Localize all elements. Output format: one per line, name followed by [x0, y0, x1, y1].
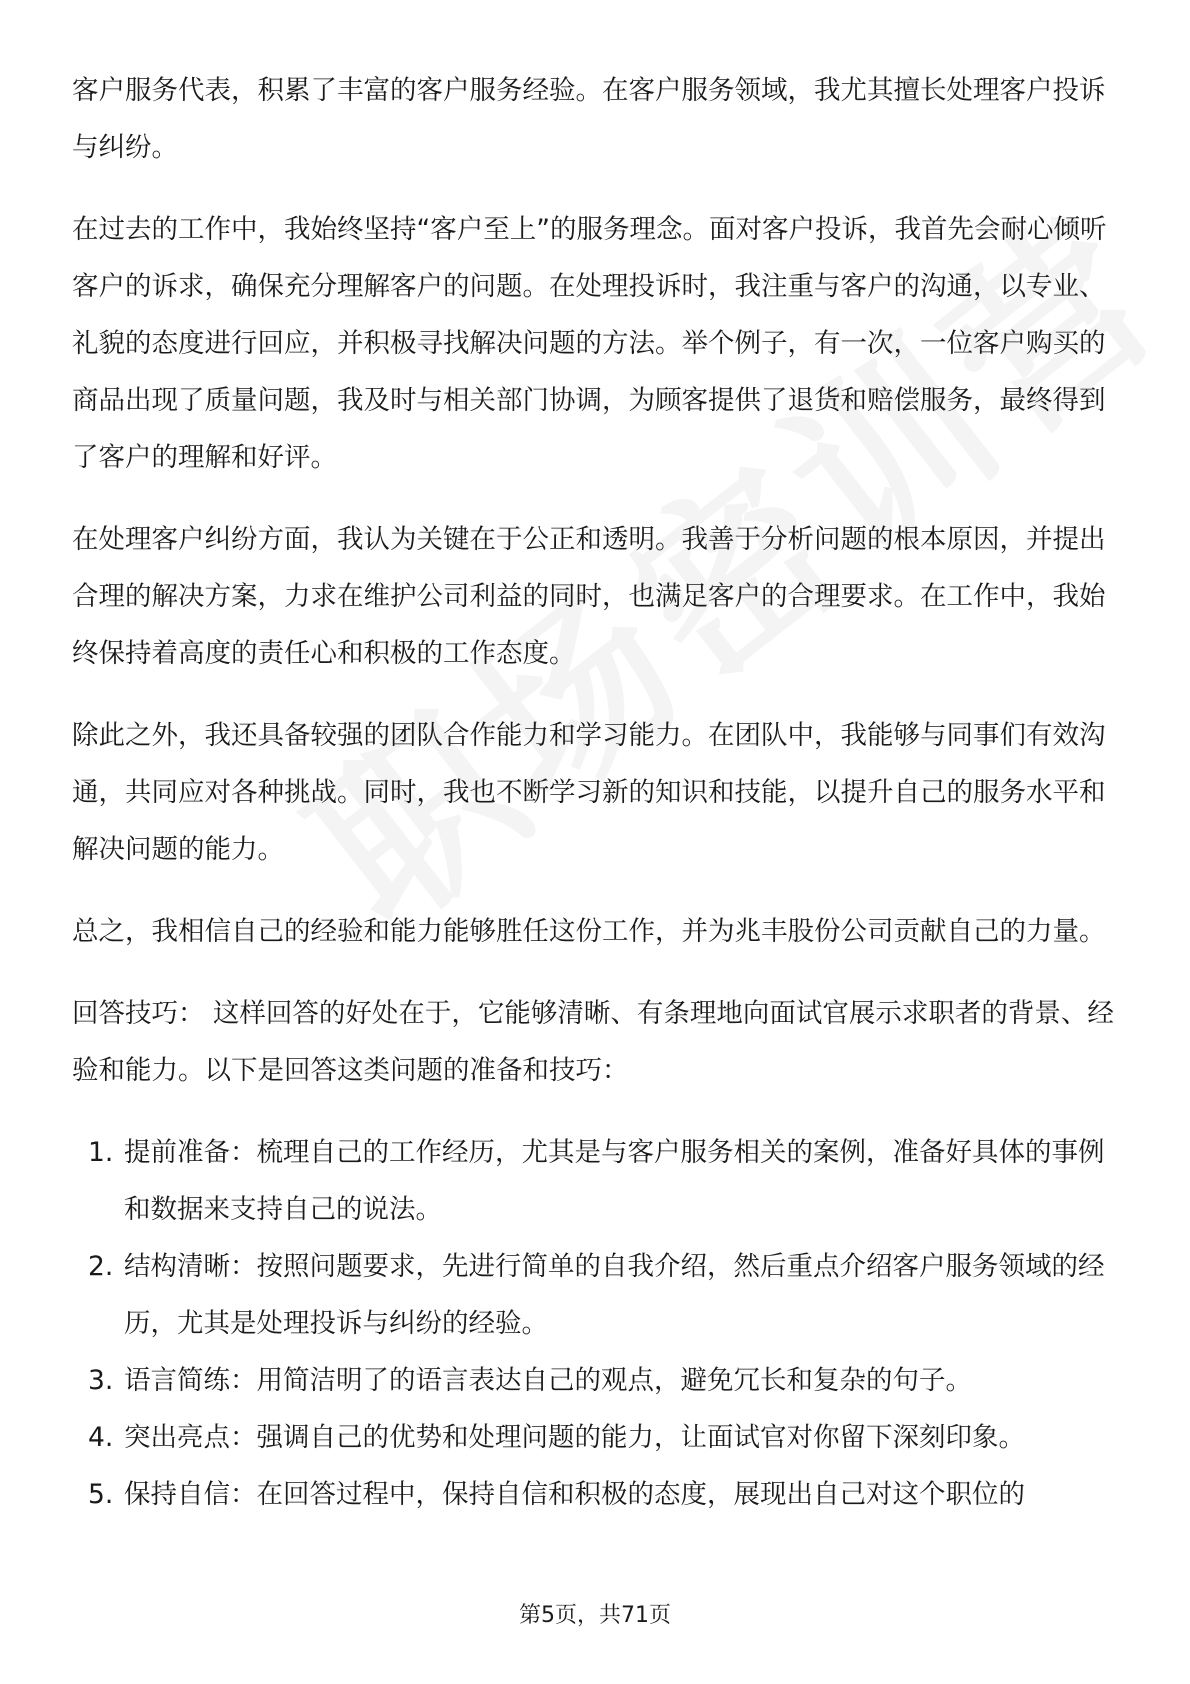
list-text: 提前准备：梳理自己的工作经历，尤其是与客户服务相关的案例，准备好具体的事例和数据来支持自己的说法。	[124, 1137, 1105, 1225]
paragraph-disputes: 在处理客户纠纷方面，我认为关键在于公正和透明。我善于分析问题的根本原因，并提出合理的解决方案，力求在维护公司利益的同时，也满足客户的合理要求。在工作中，我始终保持着高度的责任心和积极的工作态度。	[72, 524, 1106, 669]
list-number: 5.	[88, 1479, 114, 1510]
list-number: 2.	[88, 1251, 114, 1282]
list-item	[72, 1352, 1124, 1409]
list-text: 突出亮点：强调自己的优势和处理问题的能力，让面试官对你留下深刻印象。	[124, 1422, 1025, 1453]
list-number: 1.	[88, 1137, 114, 1168]
list-text: 保持自信：在回答过程中，保持自信和积极的态度，展现出自己对这个职位的	[124, 1479, 1025, 1510]
paragraph-intro: 客户服务代表，积累了丰富的客户服务经验。在客户服务领域，我尤其擅长处理客户投诉与纠纷。	[72, 75, 1106, 163]
paragraph-answer-tips: 回答技巧： 这样回答的好处在于，它能够清晰、有条理地向面试官展示求职者的背景、经验和能力。以下是回答这类问题的准备和技巧：	[72, 998, 1114, 1086]
page-footer: 第5页，共71页	[519, 1603, 671, 1628]
paragraph-complaints: 在过去的工作中，我始终坚持“客户至上”的服务理念。面对客户投诉，我首先会耐心倾听客户的诉求，确保充分理解客户的问题。在处理投诉时，我注重与客户的沟通，以专业、礼貌的态度进行回应，并积极寻找解决问题的方法。举个例子，有一次，一位客户购买的商品出现了质量问题，我及时与相关部门协调，为顾客提供了退货和赔偿服务，最终得到了客户的理解和好评。	[72, 214, 1107, 473]
tips-list	[72, 1124, 1124, 1523]
list-number: 3.	[88, 1365, 114, 1396]
list-number: 4.	[88, 1422, 114, 1453]
list-item	[72, 1409, 1124, 1466]
paragraph-teamwork: 除此之外，我还具备较强的团队合作能力和学习能力。在团队中，我能够与同事们有效沟通，共同应对各种挑战。同时，我也不断学习新的知识和技能，以提升自己的服务水平和解决问题的能力。	[72, 720, 1106, 865]
list-item	[72, 1466, 1124, 1523]
list-item	[72, 1124, 1124, 1238]
paragraph-conclusion: 总之，我相信自己的经验和能力能够胜任这份工作，并为兆丰股份公司贡献自己的力量。	[72, 916, 1106, 947]
list-item	[72, 1238, 1124, 1352]
list-text: 结构清晰：按照问题要求，先进行简单的自我介绍，然后重点介绍客户服务领域的经历，尤其是处理投诉与纠纷的经验。	[124, 1251, 1105, 1339]
list-text: 语言简练：用简洁明了的语言表达自己的观点，避免冗长和复杂的句子。	[124, 1365, 972, 1396]
document-body	[72, 62, 1124, 1523]
